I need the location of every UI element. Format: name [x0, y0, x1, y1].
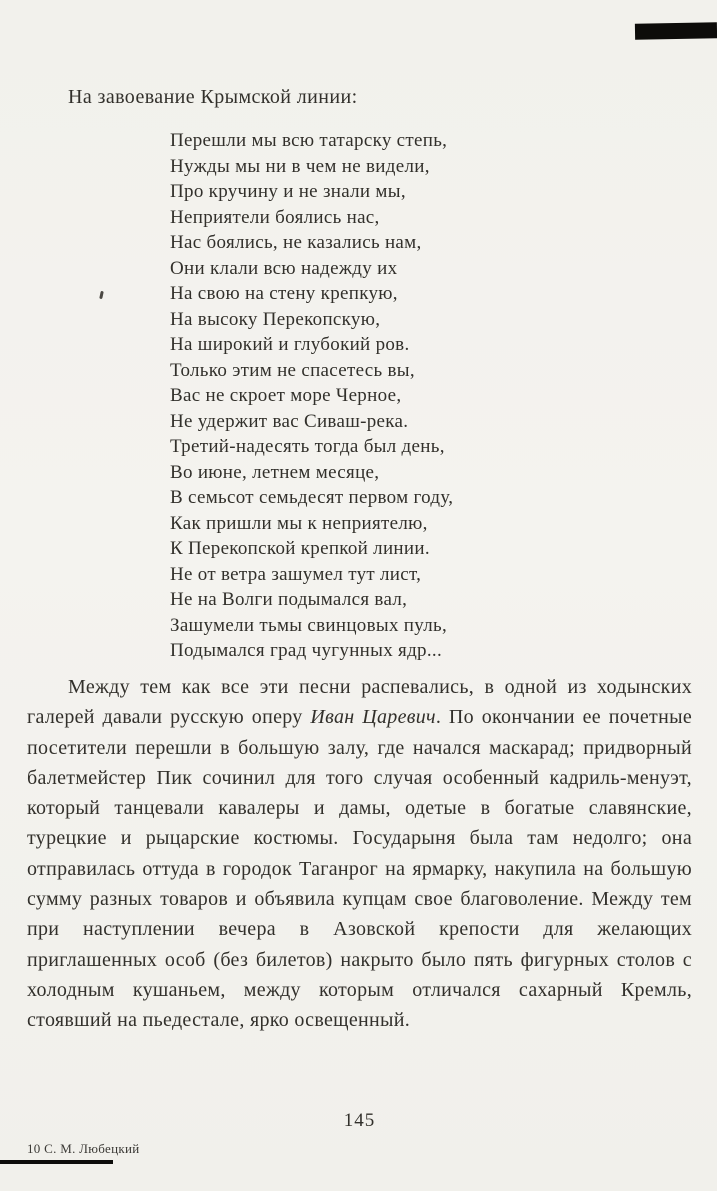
poem-line: К Перекопской крепкой линии.: [170, 538, 430, 559]
poem-line: Они клали всю надежду их: [170, 257, 398, 279]
paragraph-text-before: Между тем как все эти песни распевались, в одной из ходынских галерей давали русскую оперу: [27, 676, 692, 729]
poem-line: Про кручину и не знали мы,: [170, 181, 406, 202]
poem-line: Только этим не спасетесь вы,: [170, 359, 415, 381]
poem-line: На высоку Перекопскую,: [170, 308, 381, 330]
poem-line: Нужды мы ни в чем не видели,: [170, 155, 430, 177]
poem-line: Во июне, летнем месяце,: [170, 461, 380, 483]
poem-line: Зашумели тьмы свинцовых пуль,: [170, 614, 448, 636]
poem-line: Как пришли мы к неприятелю,: [170, 512, 428, 534]
section-heading: На завоевание Крымской линии:: [68, 86, 358, 108]
poem-line: На свою на стену крепкую,: [170, 283, 398, 304]
poem-line: Неприятели боялись нас,: [170, 206, 380, 228]
page-number: 145: [343, 1110, 376, 1131]
printer-signature: 10 С. М. Любецкий: [27, 1141, 140, 1156]
poem-line: Вас не скроет море Черное,: [170, 385, 402, 406]
paragraph-text-after: . По окончании ее почетные посетители перешли в большую залу, где начался маскарад; придворный балетмейстер Пик сочинил для того случая особенный кадриль-менуэт, который танцевали кавалеры и дамы, одетые в богатые славянские, турецкие и рыцарские костюмы. Государыня была там недолго; она отправилась оттуда в городок Таганрог на ярмарку, накупила на большую сумму разных товаров и объявила купцам свое благоволение. Между тем при наступлении вечера в Азовской крепости для желающих приглашенных особ (без билетов) накрыто было пять фигурных столов с холодным кушаньем, между которым отличался сахарный Кремль, стоявший на пьедестале, ярко освещенный.: [27, 706, 693, 1032]
poem-line: На широкий и глубокий ров.: [170, 334, 410, 355]
paragraph: [27, 672, 692, 1036]
scan-artifact-speck: [99, 291, 104, 299]
poem-line: Не от ветра зашумел тут лист,: [170, 563, 422, 585]
poem-line: Перешли мы всю татарску степь,: [170, 130, 448, 151]
poem-line: Подымался град чугунных ядр...: [170, 640, 443, 661]
poem: [170, 128, 453, 664]
poem-line: Не на Волги подымался вал,: [170, 589, 408, 610]
poem-line: Третий-надесять тогда был день,: [170, 436, 445, 457]
scan-artifact-top-right: [635, 22, 717, 39]
opera-title: Иван Царевич: [310, 706, 436, 729]
poem-line: Не удержит вас Сиваш-река.: [170, 410, 409, 432]
poem-line: В семьсот семьдесят первом году,: [170, 487, 454, 508]
poem-line: Нас боялись, не казались нам,: [170, 232, 422, 253]
scan-artifact-bottom-left: [0, 1160, 113, 1164]
